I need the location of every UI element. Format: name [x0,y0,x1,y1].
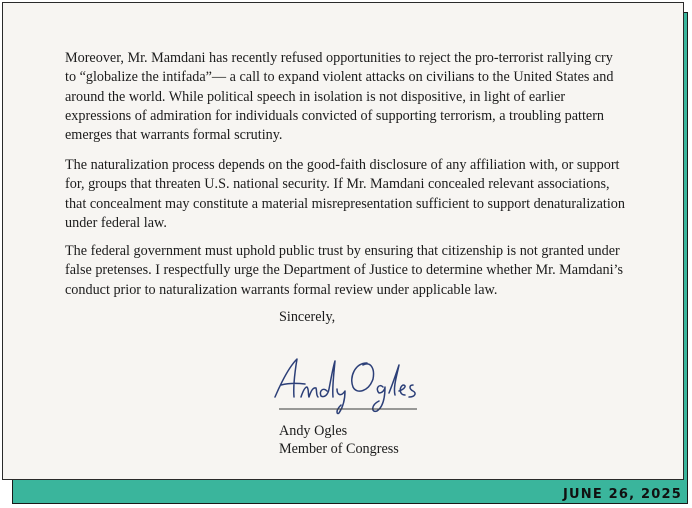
signer-title: Member of Congress [279,441,399,457]
letter-closing: Sincerely, [279,309,336,325]
letter-paragraph-2: The naturalization process depends on the good-faith disclosure of any affiliation with, or support for, groups that threaten U.S. national security. If Mr. Mamdani concealed relevant associations, that concealment may constitute a material misrepresentation sufficient to support denaturalization under federal law. [65,157,625,231]
letter-page [2,2,684,480]
signer-name: Andy Ogles [279,423,348,439]
letter-paragraph-1: Moreover, Mr. Mamdani has recently refused opportunities to reject the pro-terrorist rallying cry to “globalize the intifada”— a call to expand violent attacks on civilians to the United States and around the world. While political speech in isolation is not dispositive, in light of earlier expressions of admiration for individuals convicted of supporting terrorism, a troubling pattern emerges that warrants formal scrutiny. [65,50,614,144]
letter-paragraph-3: The federal government must uphold public trust by ensuring that citizenship is not granted under false pretenses. I respectfully urge the Department of Justice to determine whether Mr. Mamdani’s conduct prior to naturalization warrants formal review under applicable law. [65,243,623,298]
date-stamp: JUNE 26, 2025 [562,487,682,502]
signature-image [267,353,427,415]
